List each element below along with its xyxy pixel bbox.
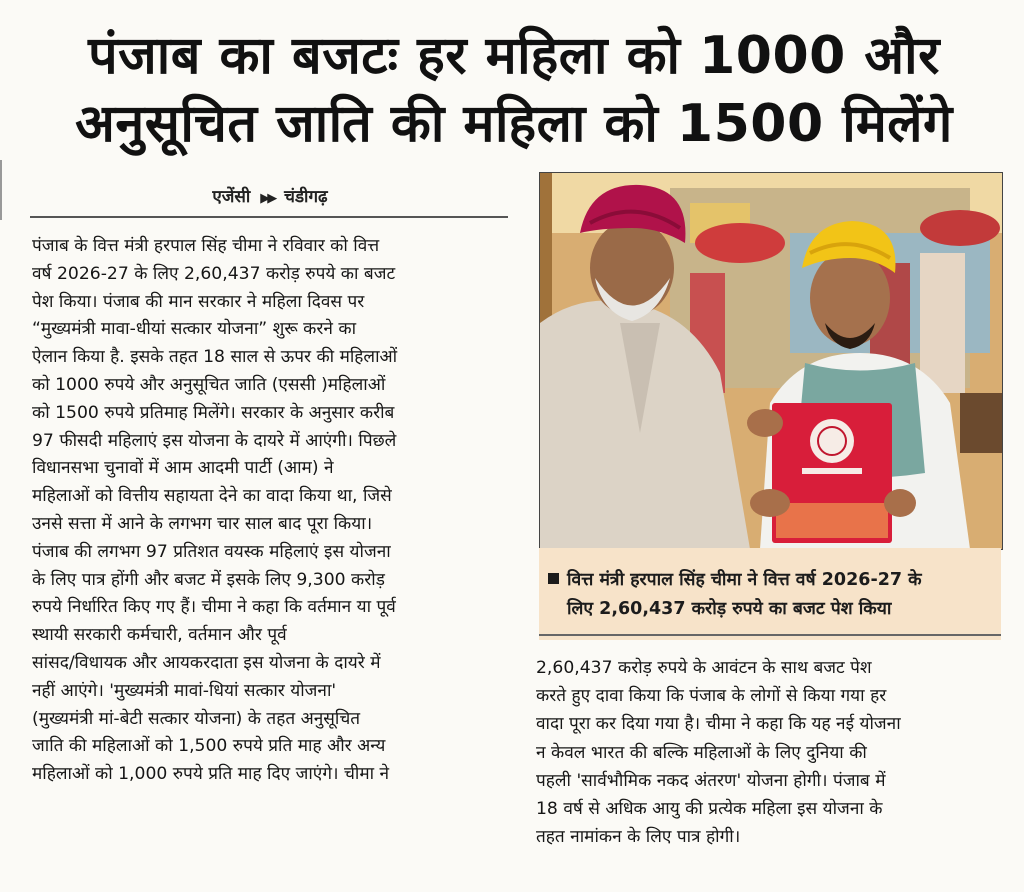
headline-line-2: अनुसूचित जाति की महिला को 1500 मिलेंगे — [75, 94, 953, 154]
article-line: उनसे सत्ता में आने के लगभग चार साल बाद पूरा किया। — [32, 513, 373, 534]
article-right-column — [536, 654, 1002, 851]
article-line: वादा पूरा कर दिया गया है। चीमा ने कहा कि यह नई योजना — [536, 714, 901, 735]
article-line: न केवल भारत की बल्कि महिलाओं के लिए दुनिया की — [536, 742, 867, 763]
article-line: वर्ष 2026-27 के लिए 2,60,437 करोड़ रुपये का बजट — [32, 263, 396, 284]
page-edge-mark — [0, 160, 6, 220]
government-emblem-icon — [810, 419, 854, 463]
article-line: महिलाओं को 1,000 रुपये प्रति माह दिए जाएंगे। चीमा ने — [32, 764, 390, 785]
caption-line-1: वित्त मंत्री हरपाल सिंह चीमा ने वित्त वर्ष 2026-27 के — [567, 570, 922, 590]
article-line: पंजाब की लगभग 97 प्रतिशत वयस्क महिलाएं इस योजना — [32, 541, 391, 562]
article-line: सांसद/विधायक और आयकरदाता इस योजना के दायरे में — [32, 652, 381, 673]
article-line: स्थायी सरकारी कर्मचारी, वर्तमान और पूर्व — [32, 625, 287, 646]
headline — [18, 22, 1010, 158]
black-square-icon — [548, 573, 559, 584]
article-line: पहली 'सार्वभौमिक नकद अंतरण' योजना होगी। पंजाब में — [536, 770, 886, 791]
headline-line-1: पंजाब का बजटः हर महिला को 1000 और — [88, 26, 940, 86]
article-line: (मुख्यमंत्री मां-बेटी सत्कार योजना) के तहत अनुसूचित — [32, 708, 361, 729]
article-line: रुपये निर्धारित किए गए हैं। चीमा ने कहा कि वर्तमान या पूर्व — [32, 597, 396, 618]
article-line: ऐलान किया है. इसके तहत 18 साल से ऊपर की महिलाओं — [32, 347, 398, 368]
photo-caption — [548, 566, 998, 624]
photo-illustration — [540, 173, 1002, 549]
news-photo — [539, 172, 1003, 550]
byline-place: चंडीगढ़ — [284, 187, 328, 207]
article-line: 18 वर्ष से अधिक आयु की प्रत्येक महिला इस योजना के — [536, 799, 883, 820]
article-line: पेश किया। पंजाब की मान सरकार ने महिला दिवस पर — [32, 291, 365, 312]
byline-divider — [30, 216, 508, 218]
article-left-column — [32, 233, 510, 789]
article-line: विधानसभा चुनावों में आम आदमी पार्टी (आम) ने — [32, 458, 334, 479]
article-line: करते हुए दावा किया कि पंजाब के लोगों से किया गया हर — [536, 686, 887, 707]
article-line: महिलाओं को वित्तीय सहायता देने का वादा किया था, जिसे — [32, 486, 392, 507]
article-line: 97 फीसदी महिलाएं इस योजना के दायरे में आएंगी। पिछले — [32, 430, 397, 451]
caption-line-2: लिए 2,60,437 करोड़ रुपये का बजट पेश किया — [567, 599, 892, 619]
article-line: तहत नामांकन के लिए पात्र होगी। — [536, 827, 741, 848]
article-line: 2,60,437 करोड़ रुपये के आवंटन के साथ बजट पेश — [536, 658, 872, 678]
article-line: पंजाब के वित्त मंत्री हरपाल सिंह चीमा ने रविवार को वित्त — [32, 236, 380, 256]
article-line: जाति की महिलाओं को 1,500 रुपये प्रति माह और अन्य — [32, 736, 386, 757]
article-line: के लिए पात्र होंगी और बजट में इसके लिए 9,300 करोड़ — [32, 569, 385, 590]
article-line: को 1000 रुपये और अनुसूचित जाति (एससी )महिलाओं — [32, 374, 386, 395]
byline-agency: एजेंसी — [212, 187, 251, 207]
byline — [30, 184, 510, 207]
byline-separator-icon: ▶▶ — [260, 191, 275, 206]
article-line: को 1500 रुपये प्रतिमाह मिलेंगे। सरकार के अनुसार करीब — [32, 402, 395, 423]
article-line: नहीं आएंगे। 'मुख्यमंत्री मावां-धियां सत्कार योजना' — [32, 680, 337, 701]
article-line: “मुख्यमंत्री मावा-धीयां सत्कार योजना” शुरू करने का — [32, 319, 357, 340]
caption-divider — [539, 634, 1001, 636]
